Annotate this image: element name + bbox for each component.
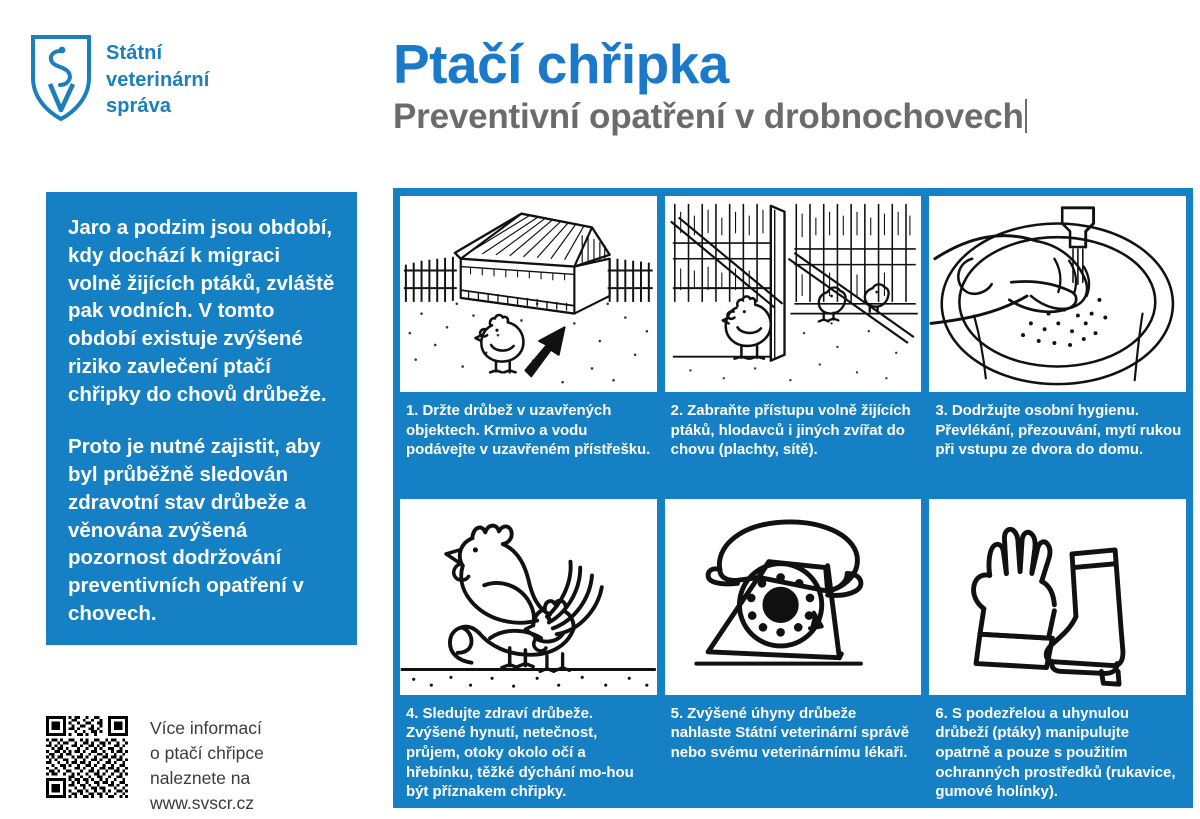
measure-illustration-1 (400, 196, 657, 392)
measure-caption-6: 6. S podezřelou a uhynulou drůbeží (ptáky) manipulujte opatrně a pouze s použitím ochranných prostředků (rukavice, gumové holínky). (935, 704, 1176, 801)
footer-website-url: www.svscr.cz (150, 792, 255, 813)
organization-name-line-1: Státní (106, 42, 163, 64)
measure-item-6 (929, 499, 1186, 802)
measure-item-5 (665, 499, 922, 802)
shield-snake-staff-icon (30, 34, 92, 122)
measure-caption-2: 2. Zabraňte přístupu volně žijících ptáků, hlodavců i jiných zvířat do chovu (plachty, sítě). (670, 402, 911, 459)
measure-item-3 (929, 196, 1186, 495)
organization-name (106, 40, 209, 120)
barn-fence-chicken-arrow-icon (400, 196, 657, 392)
organization-name-line-2: veterinární (106, 68, 210, 91)
qr-code-icon (46, 716, 128, 798)
measures-grid (393, 188, 1193, 808)
poster-header (0, 0, 1200, 178)
organization-name-line-3: správa (106, 95, 172, 118)
measure-item-1 (400, 196, 657, 495)
measure-illustration-2 (665, 196, 922, 392)
footer-info (46, 716, 264, 815)
measure-illustration-5 (665, 499, 922, 695)
footer-line-3: naleznete na (150, 767, 251, 788)
rotary-telephone-icon (665, 499, 922, 695)
intro-paragraph-2: Proto je nutné zajistit, aby byl průběžně sledován zdravotní stav drůbeže a věnována zvýšená pozornost dodržování preventivních opatření v chovech. (68, 435, 321, 625)
measure-caption-3: 3. Dodržujte osobní hygienu. Převlékání, přezouvání, mytí rukou při vstupu ze dvora do domu. (935, 402, 1182, 459)
measure-item-4 (400, 499, 657, 802)
intro-paragraph-1: Jaro a podzim jsou období, kdy dochází k migraci volně žijících ptáků, zvláště pak vodních. V tomto období existuje zvýšené riziko zavlečení ptačí chřipky do chovů drůbeže. (68, 216, 335, 406)
measure-illustration-4 (400, 499, 657, 695)
page-subtitle (393, 99, 1027, 136)
measure-caption-5: 5. Zvýšené úhyny drůbeže nahlaste Státní veterinární správě nebo svému veterinárnímu lékaři. (670, 704, 910, 762)
measure-caption-4: 4. Sledujte zdraví drůbeže. Zvýšené hynutí, netečnost, průjem, otoky okolo očí a hřebínku, těžké dýchání mo-hou být příznakem chřipky. (406, 704, 634, 801)
rooster-and-hen-icon (400, 499, 657, 695)
measure-illustration-3 (929, 196, 1186, 392)
page-subtitle-text: Preventivní opatření v drobnochovech (393, 97, 1024, 137)
handwashing-faucet-sink-icon (929, 196, 1186, 392)
footer-line-2: o ptačí chřipce (150, 742, 264, 763)
text-caret (1025, 99, 1027, 133)
measure-caption-1: 1. Držte drůbež v uzavřených objektech. Krmivo a vodu podávejte v uzavřeném přístřešku. (406, 402, 651, 459)
measure-item-2 (665, 196, 922, 495)
intro-panel (46, 192, 357, 645)
page-title: Ptačí chřipka (393, 33, 729, 95)
wooden-fence-barrier-birds-icon (665, 196, 922, 392)
organization-logo (30, 34, 209, 122)
title-block (393, 33, 1027, 137)
footer-text (150, 716, 264, 815)
measure-illustration-6 (929, 499, 1186, 695)
footer-line-1: Více informací (150, 718, 262, 738)
glove-and-rubber-boot-icon (929, 499, 1186, 695)
